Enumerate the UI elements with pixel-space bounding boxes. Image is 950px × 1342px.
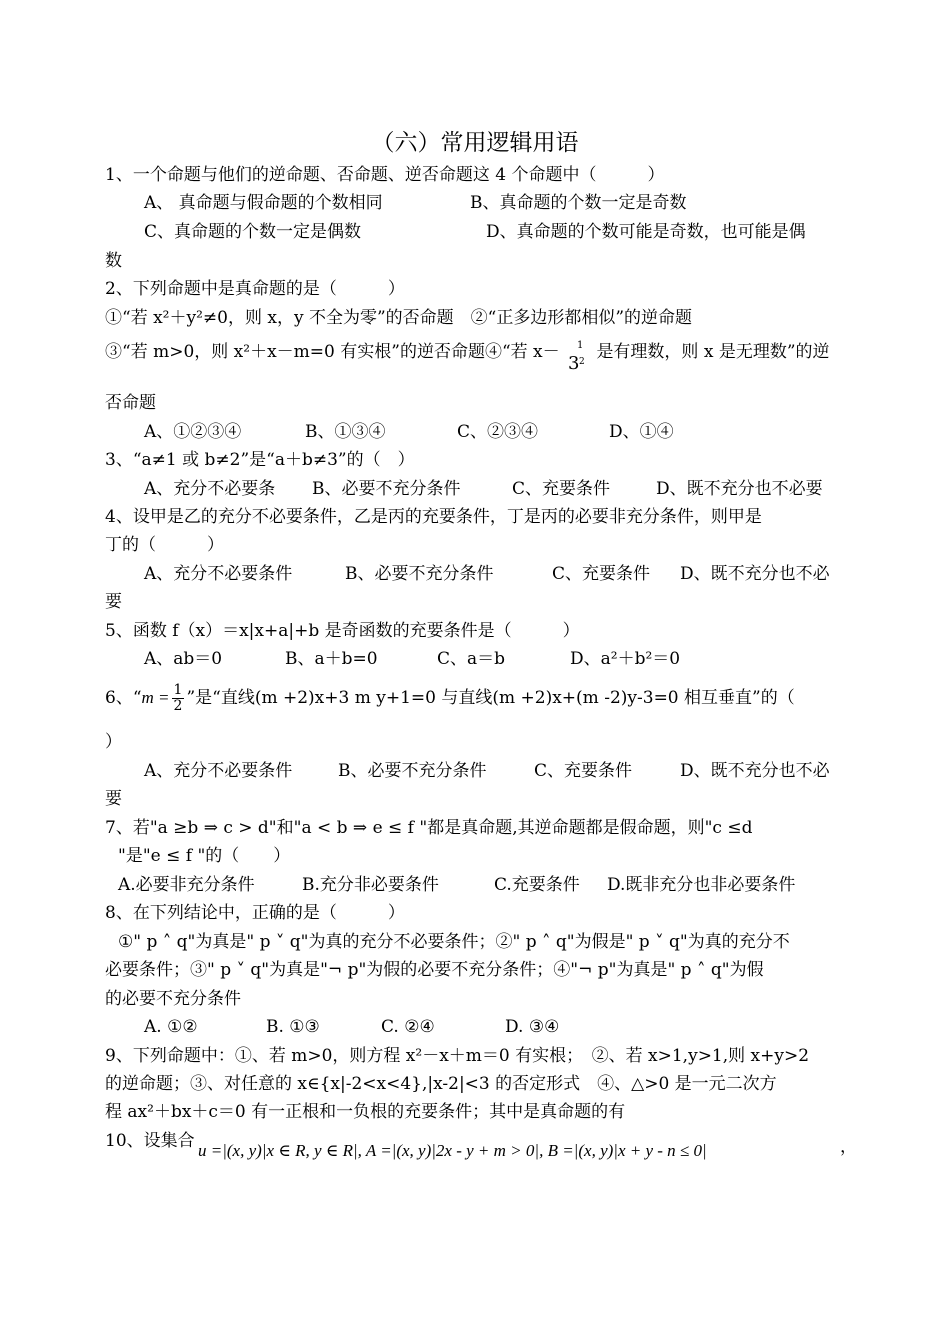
q9-line-3: 程 ax²＋bx＋c＝0 有一正根和一负根的充要条件；其中是真命题的有 xyxy=(105,1102,626,1122)
q10-suffix: ， xyxy=(840,1137,857,1157)
q3-option-c: C、充要条件 xyxy=(512,479,611,499)
q6-option-b: B、必要不充分条件 xyxy=(338,761,487,781)
q2-line-1: ①“若 x²＋y²≠0，则 x，y 不全为零”的否命题 ②“正多边形都相似”的逆命题 xyxy=(105,308,693,328)
q1-option-a: A、 真命题与假命题的个数相同 xyxy=(144,193,383,213)
q2-option-a: A、①②③④ xyxy=(144,422,242,442)
q7-option-c: C.充要条件 xyxy=(494,875,580,895)
q1-option-c: C、真命题的个数一定是偶数 xyxy=(144,222,362,242)
q3-option-a: A、充分不必要条 xyxy=(144,479,276,499)
q6-rest: ”是“直线(m +2)x+3 m y+1=0 与直线(m +2)x+(m -2)y-3=0 相互垂直”的（ xyxy=(186,688,795,708)
q8-option-b: B. ①③ xyxy=(266,1017,320,1037)
q5-option-b: B、a＋b=0 xyxy=(285,649,378,669)
q6-stem xyxy=(105,683,795,714)
page-title: （六）常用逻辑用语 xyxy=(371,130,579,156)
q8-option-d: D. ③④ xyxy=(505,1017,560,1037)
q4-stem: 4、设甲是乙的充分不必要条件，乙是丙的充要条件，丁是丙的必要非充分条件，则甲是 xyxy=(105,507,762,527)
q6-fraction xyxy=(172,683,185,714)
q7-line-1: 7、若"a ≥b ⇒ c > d"和"a < b ⇒ e ≤ f "都是真命题,其逆命题都是假命题，则"c ≤d xyxy=(105,818,753,838)
q2-option-c: C、②③④ xyxy=(457,422,539,442)
q9-line-1: 9、下列命题中：①、若 m>0，则方程 x²－x＋m＝0 有实根； ②、若 x>1,y>1,则 x+y>2 xyxy=(105,1046,810,1066)
q7-option-a: A.必要非充分条件 xyxy=(118,875,255,895)
q9-line-2: 的逆命题；③、对任意的 x∈{x|-2<x<4},|x-2|<3 的否定形式 ④、△>0 是一元二次方 xyxy=(105,1074,777,1094)
q2-line-2-b: 是有理数，则 x 是无理数”的逆 xyxy=(596,342,830,362)
q6-option-c: C、充要条件 xyxy=(534,761,633,781)
q1-stem: 1、一个命题与他们的逆命题、否命题、逆否命题这 4 个命题中（ ） xyxy=(105,165,665,185)
q1-option-d-cont: 数 xyxy=(105,251,122,271)
q8-line-1: ①" p ˄ q"为真是" p ˅ q"为真的充分不必要条件；②" p ˄ q"为假是" p ˅ q"为真的充分不 xyxy=(118,932,790,952)
q1-option-b: B、真命题的个数一定是奇数 xyxy=(470,193,687,213)
q6-option-d-cont: 要 xyxy=(105,789,122,809)
q8-line-3: 的必要不充分条件 xyxy=(105,989,241,1009)
q2-power-expr xyxy=(565,340,591,374)
q3-stem: 3、“a≠1 或 b≠2”是“a＋b≠3”的（ ） xyxy=(105,450,415,470)
q5-option-a: A、ab＝0 xyxy=(144,649,223,669)
q4-option-c: C、充要条件 xyxy=(552,564,651,584)
q2-line-2 xyxy=(105,340,830,374)
q6-option-d: D、既不充分也不必 xyxy=(680,761,830,781)
q8-option-a: A. ①② xyxy=(144,1017,198,1037)
q4-stem-cont: 丁的（ ） xyxy=(105,535,224,555)
q7-line-2: "是"e ≤ f "的（ ） xyxy=(118,846,291,866)
q8-line-2: 必要条件；③" p ˅ q"为真是"¬ p"为假的必要不充分条件；④"¬ p"为真是" p ˄ q"为假 xyxy=(105,960,764,980)
q7-option-d: D.既非充分也非必要条件 xyxy=(607,875,796,895)
q10-prefix: 10、设集合 xyxy=(105,1131,195,1151)
q6-prefix: 6、“ xyxy=(105,688,142,708)
q1-option-d: D、真命题的个数可能是奇数，也可能是偶 xyxy=(486,222,806,242)
q4-option-d-cont: 要 xyxy=(105,592,122,612)
q5-option-d: D、a²＋b²＝0 xyxy=(570,649,681,669)
q5-stem: 5、函数 f（x）＝x|x+a|+b 是奇函数的充要条件是（ ） xyxy=(105,621,580,641)
q7-option-b: B.充分非必要条件 xyxy=(302,875,439,895)
q2-power-base: 3 xyxy=(568,353,580,374)
q2-power-num: 1 xyxy=(577,340,584,351)
q6-close: ） xyxy=(105,732,122,752)
q2-power-exp: 2 xyxy=(579,357,585,367)
q4-option-a: A、充分不必要条件 xyxy=(144,564,293,584)
q8-stem: 8、在下列结论中，正确的是（ ） xyxy=(105,903,405,923)
q6-frac-den: 2 xyxy=(173,698,183,714)
q6-frac-num: 1 xyxy=(173,682,183,698)
q10-set-definitions: u =|(x, y)|x ∈ R, y ∈ R|, A =|(x, y)|2x - y + m > 0|, B =|(x, y)|x + y - n ≤ 0| xyxy=(198,1141,707,1160)
q4-option-d: D、既不充分也不必 xyxy=(680,564,830,584)
q5-option-c: C、a＝b xyxy=(437,649,506,669)
q2-option-b: B、①③④ xyxy=(305,422,386,442)
q6-m-eq: m = xyxy=(141,688,170,707)
q2-line-3: 否命题 xyxy=(105,393,156,413)
q3-option-b: B、必要不充分条件 xyxy=(312,479,461,499)
q2-stem: 2、下列命题中是真命题的是（ ） xyxy=(105,279,405,299)
q8-option-c: C. ②④ xyxy=(381,1017,435,1037)
q2-line-2-a: ③“若 m>0，则 x²＋x－m=0 有实根”的逆否命题④“若 x－ xyxy=(105,342,560,362)
q2-option-d: D、①④ xyxy=(609,422,674,442)
q3-option-d: D、既不充分也不必要 xyxy=(656,479,823,499)
q4-option-b: B、必要不充分条件 xyxy=(345,564,494,584)
q6-option-a: A、充分不必要条件 xyxy=(144,761,293,781)
